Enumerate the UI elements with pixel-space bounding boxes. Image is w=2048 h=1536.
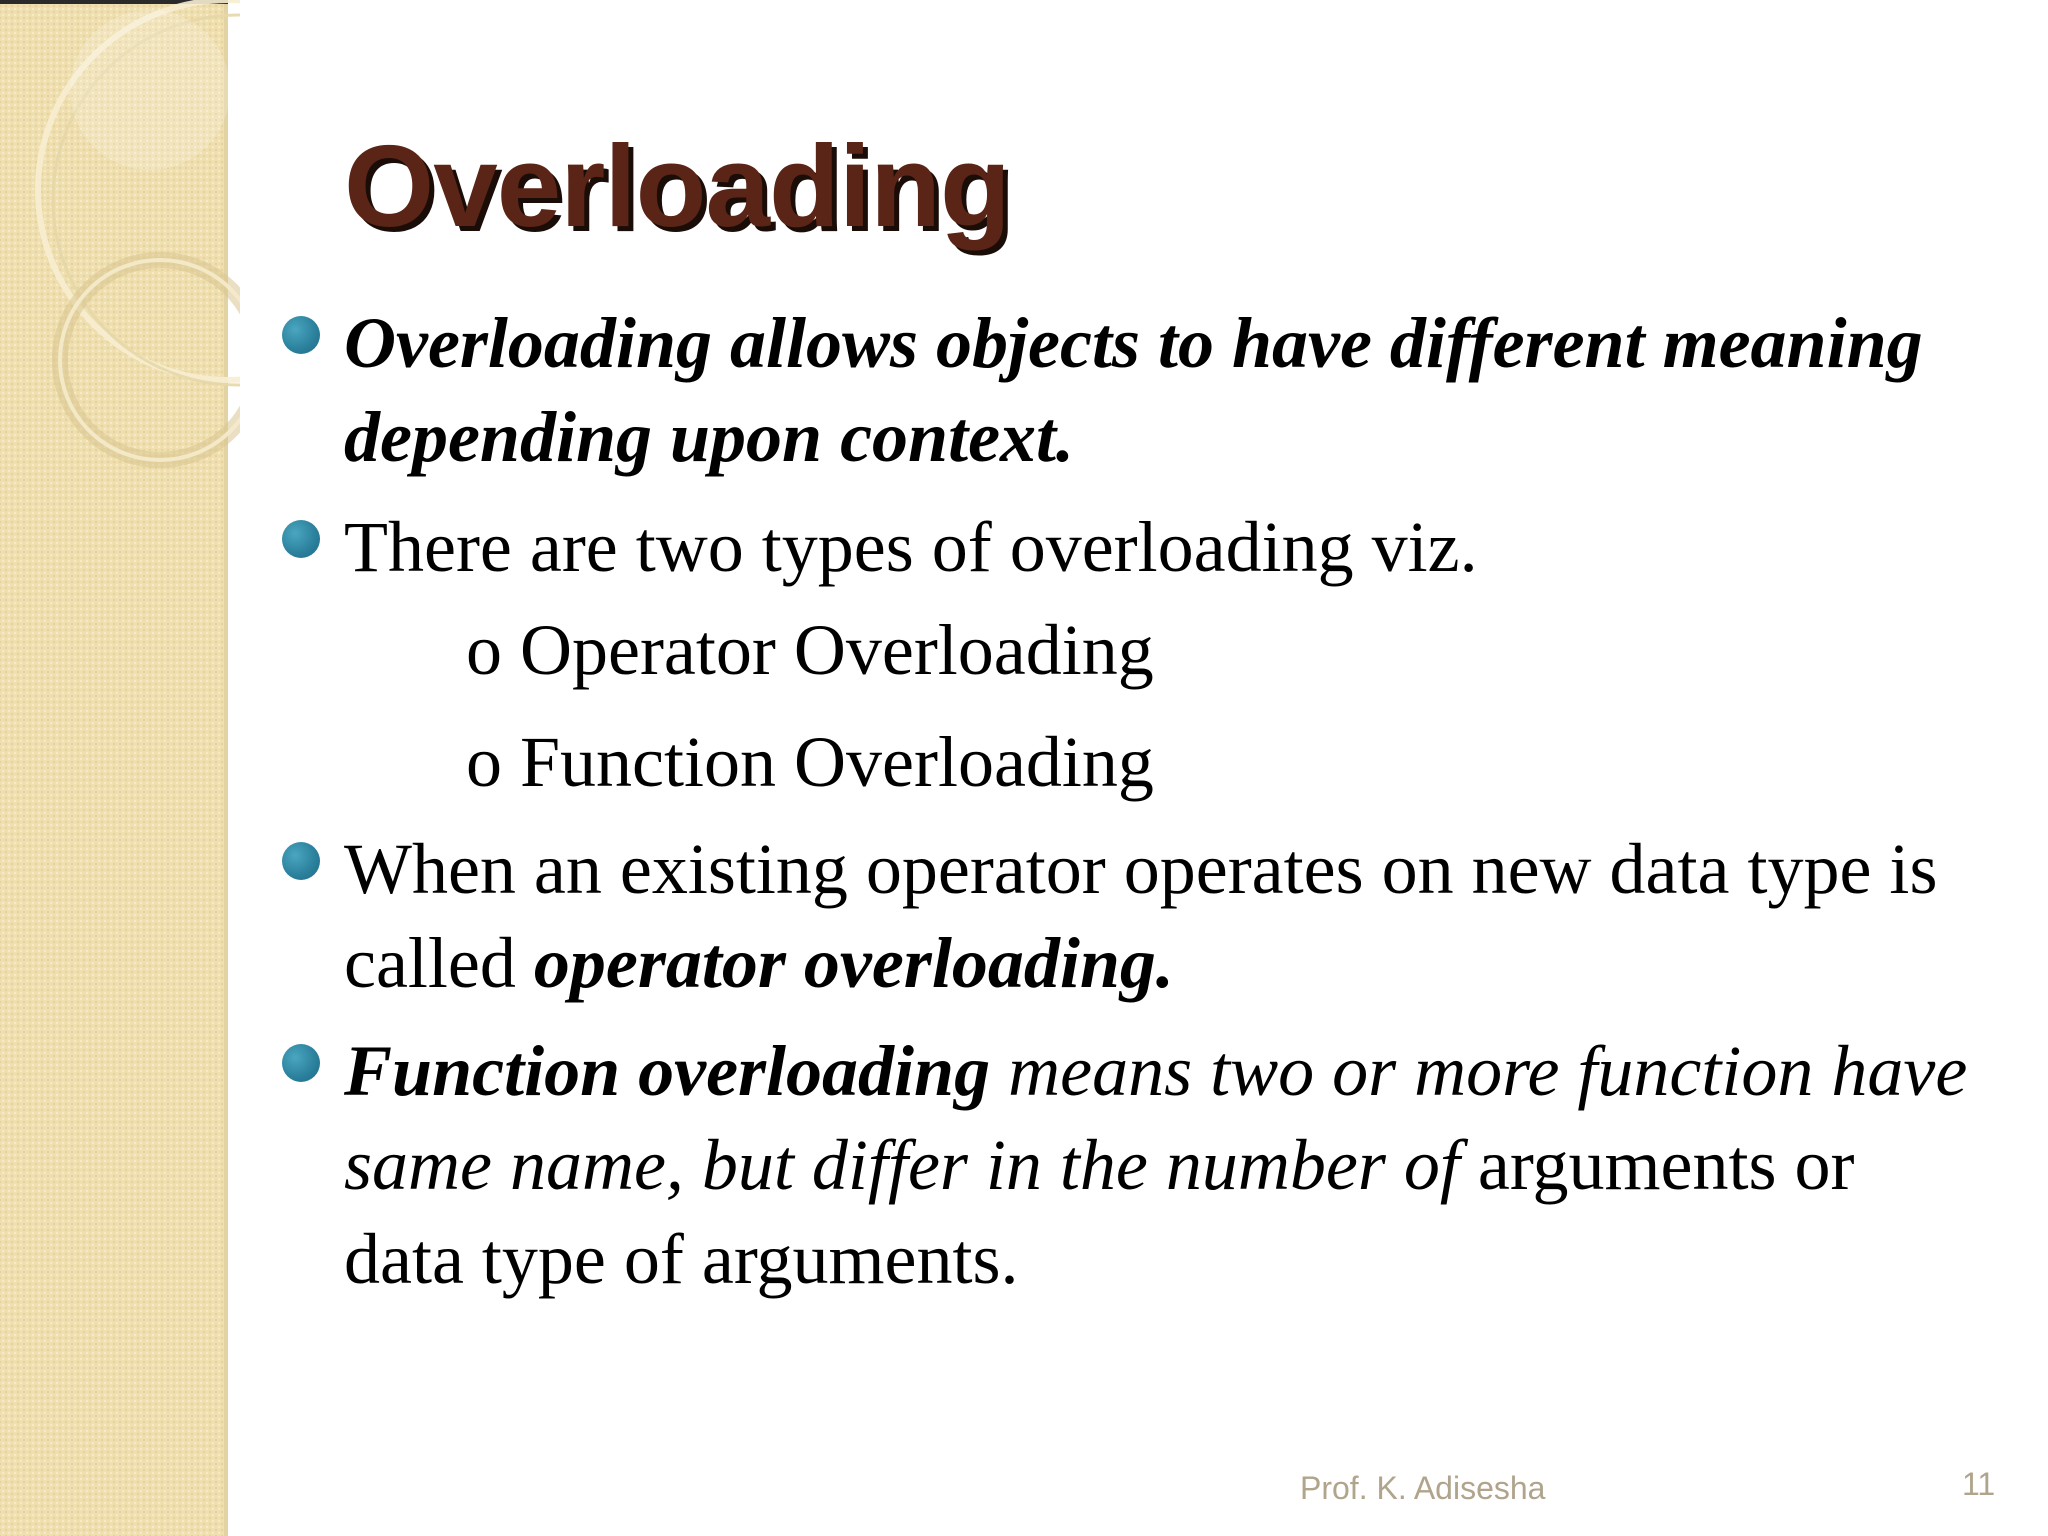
- decorative-rings-icon: [0, 0, 240, 500]
- bullet-item: [282, 296, 1982, 484]
- footer-author: Prof. K. Adisesha: [1300, 1470, 1546, 1506]
- bullet-text-plain: When an existing operator operates on new data type is called: [344, 829, 1938, 1003]
- bullet-text-plain: arguments or data type of arguments.: [344, 1125, 1855, 1299]
- page-number: 11: [1962, 1466, 1996, 1502]
- bullet-dot-icon: [282, 520, 320, 558]
- bullet-text-emphasis: operator overloading.: [533, 923, 1174, 1003]
- slide-title: Overloading: [344, 121, 1010, 251]
- bullet-item: [282, 822, 1982, 1010]
- bullet-text: There are two types of overloading viz.: [344, 507, 1478, 587]
- sub-item-operator-overloading: o Operator Overloading: [466, 610, 1154, 690]
- bullet-dot-icon: [282, 1044, 320, 1082]
- bullet-dot-icon: [282, 316, 320, 354]
- bullet-text-italic: means two or more function have same name, but differ in the number of: [344, 1031, 1968, 1205]
- bullet-text: Overloading allows objects to have different meaning depending upon context.: [344, 303, 1923, 477]
- bullet-item: [282, 1024, 1982, 1306]
- bullet-dot-icon: [282, 842, 320, 880]
- slide-content: [282, 296, 1982, 1306]
- bullet-text-emphasis: Function overloading: [344, 1031, 991, 1111]
- sub-item-function-overloading: o Function Overloading: [466, 722, 1154, 802]
- bullet-item: [282, 500, 1982, 594]
